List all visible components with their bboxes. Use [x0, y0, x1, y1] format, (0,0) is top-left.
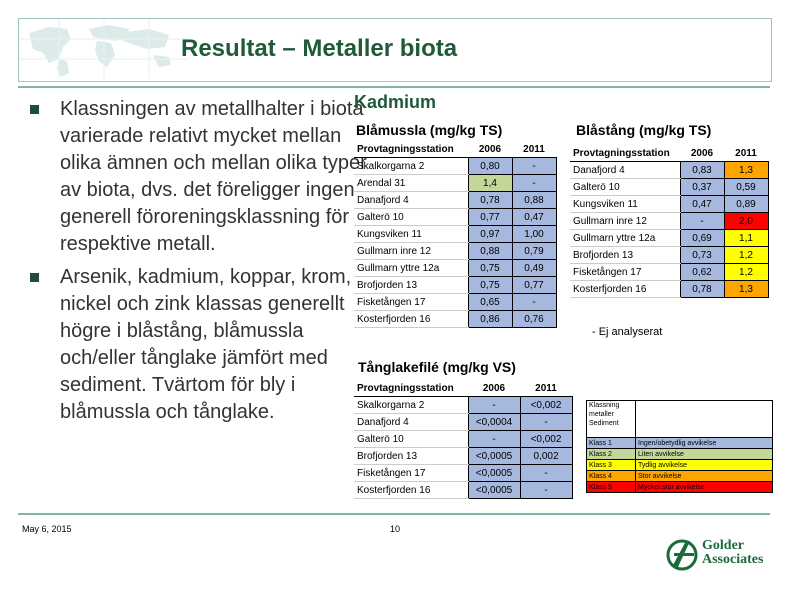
- value-2011-cell: <0,002: [520, 397, 572, 414]
- header-divider: [18, 86, 770, 88]
- value-2006-cell: 0,75: [468, 260, 512, 277]
- value-2006-cell: 0,73: [680, 247, 724, 264]
- table-row: [354, 311, 556, 328]
- value-2011-cell: 1,00: [512, 226, 556, 243]
- value-2006-cell: 0,83: [680, 162, 724, 179]
- bullet-item: [30, 264, 370, 426]
- value-2006-cell: -: [680, 213, 724, 230]
- legend-description: Mycket stor avvikelse: [636, 482, 773, 493]
- legend-class: Klass 1: [587, 438, 636, 449]
- station-cell: Danafjord 4: [354, 192, 468, 209]
- station-cell: Danafjord 4: [354, 414, 468, 431]
- header-2011: 2011: [724, 145, 768, 162]
- legend-class: Klass 2: [587, 449, 636, 460]
- tanglake-title: Tånglakefilé (mg/kg VS): [358, 359, 516, 375]
- value-2006-cell: 0,88: [468, 243, 512, 260]
- value-2011-cell: -: [520, 482, 572, 499]
- legend-row: [587, 471, 773, 482]
- legend-class: Klass 4: [587, 471, 636, 482]
- value-2011-cell: -: [512, 175, 556, 192]
- station-cell: Danafjord 4: [570, 162, 680, 179]
- bullet-item: [30, 96, 370, 258]
- station-cell: Kosterfjorden 16: [570, 281, 680, 298]
- table-row: [354, 260, 556, 277]
- value-2011-cell: -: [520, 414, 572, 431]
- table-row: [354, 192, 556, 209]
- value-2011-cell: 2,0: [724, 213, 768, 230]
- legend-class: Klass 5: [587, 482, 636, 493]
- value-2011-cell: <0,002: [520, 431, 572, 448]
- footer-divider: [18, 513, 770, 515]
- value-2006-cell: <0,0005: [468, 465, 520, 482]
- header-2006: 2006: [468, 380, 520, 397]
- logo-line2: Associates: [702, 552, 764, 567]
- table-row: [354, 226, 556, 243]
- value-2006-cell: 0,65: [468, 294, 512, 311]
- golder-logo-icon: [666, 537, 700, 573]
- bullet-text: Arsenik, kadmium, koppar, krom, nickel och zink klassas generellt högre i blåstång, blåmussla och/eller tånglake jämfört med sediment. Tvärtom för bly i blåmussla och tånglake.: [60, 266, 352, 423]
- value-2011-cell: 0,79: [512, 243, 556, 260]
- legend-description: Stor avvikelse: [636, 471, 773, 482]
- world-map-icon: [19, 19, 189, 79]
- bullet-marker-icon: [30, 105, 39, 114]
- station-cell: Gullmarn inre 12: [570, 213, 680, 230]
- legend-header: Klassning metaller Sediment: [587, 401, 636, 438]
- table-row: [570, 247, 768, 264]
- value-2011-cell: 1,2: [724, 247, 768, 264]
- value-2006-cell: 0,62: [680, 264, 724, 281]
- tanglake-table-wrap: [354, 380, 573, 499]
- table-row: [354, 482, 572, 499]
- legend-row: [587, 449, 773, 460]
- value-2011-cell: 0,002: [520, 448, 572, 465]
- station-cell: Kosterfjorden 16: [354, 482, 468, 499]
- value-2006-cell: 0,97: [468, 226, 512, 243]
- station-cell: Galterö 10: [570, 179, 680, 196]
- table-row: [570, 281, 768, 298]
- blastang-table: [570, 145, 769, 298]
- table-row: [354, 294, 556, 311]
- value-2006-cell: <0,0005: [468, 448, 520, 465]
- table-header-row: [354, 380, 572, 397]
- value-2011-cell: -: [512, 158, 556, 175]
- class-legend: [586, 400, 773, 493]
- legend-row: [587, 482, 773, 493]
- blamussla-title: Blåmussla (mg/kg TS): [356, 122, 503, 138]
- legend-row: [587, 460, 773, 471]
- table-row: [354, 175, 556, 192]
- station-cell: Gullmarn yttre 12a: [354, 260, 468, 277]
- legend-header-blank: [636, 401, 773, 438]
- value-2006-cell: 0,78: [468, 192, 512, 209]
- table-row: [354, 448, 572, 465]
- bullet-text: Klassningen av metallhalter i biota varierade relativt mycket mellan olika ämnen och mellan olika typer av biota, dvs. det föreligger ingen generell föroreningsklassning för respektive metall.: [60, 98, 367, 255]
- station-cell: Galterö 10: [354, 209, 468, 226]
- slide-title: Resultat – Metaller biota: [181, 35, 458, 62]
- logo-text: [702, 539, 763, 567]
- value-2011-cell: 1,3: [724, 281, 768, 298]
- table-row: [354, 397, 572, 414]
- station-cell: Brofjorden 13: [354, 448, 468, 465]
- header-2006: 2006: [680, 145, 724, 162]
- station-cell: Gullmarn inre 12: [354, 243, 468, 260]
- note-text: - Ej analyserat: [592, 326, 663, 338]
- table-row: [570, 196, 768, 213]
- table-row: [354, 414, 572, 431]
- blastang-table-wrap: [570, 145, 769, 298]
- value-2011-cell: 1,1: [724, 230, 768, 247]
- value-2006-cell: -: [468, 431, 520, 448]
- table-row: [354, 243, 556, 260]
- station-cell: Fisketången 17: [570, 264, 680, 281]
- header-2011: 2011: [512, 141, 556, 158]
- header-station: Provtagningsstation: [570, 145, 680, 162]
- station-cell: Fisketången 17: [354, 465, 468, 482]
- blastang-title: Blåstång (mg/kg TS): [576, 122, 712, 138]
- table-row: [570, 179, 768, 196]
- legend-header-row: [587, 401, 773, 438]
- value-2011-cell: -: [512, 294, 556, 311]
- blamussla-table-wrap: [354, 141, 557, 328]
- bullet-list: [30, 96, 370, 432]
- value-2006-cell: 0,78: [680, 281, 724, 298]
- value-2006-cell: 0,75: [468, 277, 512, 294]
- station-cell: Brofjorden 13: [354, 277, 468, 294]
- station-cell: Skalkorgarna 2: [354, 397, 468, 414]
- value-2006-cell: 0,86: [468, 311, 512, 328]
- table-row: [354, 277, 556, 294]
- table-header-row: [354, 141, 556, 158]
- golder-logo: [666, 537, 776, 579]
- value-2006-cell: 0,37: [680, 179, 724, 196]
- legend-description: Liten avvikelse: [636, 449, 773, 460]
- legend-class: Klass 3: [587, 460, 636, 471]
- table-row: [354, 465, 572, 482]
- table-row: [570, 264, 768, 281]
- value-2006-cell: 0,47: [680, 196, 724, 213]
- value-2006-cell: <0,0004: [468, 414, 520, 431]
- station-cell: Skalkorgarna 2: [354, 158, 468, 175]
- value-2006-cell: -: [468, 397, 520, 414]
- value-2011-cell: 0,89: [724, 196, 768, 213]
- value-2011-cell: 0,77: [512, 277, 556, 294]
- section-title: Kadmium: [354, 92, 437, 112]
- station-cell: Galterö 10: [354, 431, 468, 448]
- header-station: Provtagningsstation: [354, 380, 468, 397]
- table-row: [570, 230, 768, 247]
- station-cell: Brofjorden 13: [570, 247, 680, 264]
- value-2006-cell: 1,4: [468, 175, 512, 192]
- table-header-row: [570, 145, 768, 162]
- station-cell: Kungsviken 11: [570, 196, 680, 213]
- logo-line1: Golder: [702, 538, 744, 553]
- value-2011-cell: 1,3: [724, 162, 768, 179]
- legend-description: Tydlig avvikelse: [636, 460, 773, 471]
- value-2006-cell: 0,80: [468, 158, 512, 175]
- value-2011-cell: 1,2: [724, 264, 768, 281]
- header-2006: 2006: [468, 141, 512, 158]
- table-row: [570, 162, 768, 179]
- table-row: [354, 431, 572, 448]
- value-2011-cell: 0,59: [724, 179, 768, 196]
- value-2011-cell: 0,49: [512, 260, 556, 277]
- station-cell: Kungsviken 11: [354, 226, 468, 243]
- value-2011-cell: 0,76: [512, 311, 556, 328]
- station-cell: Gullmarn yttre 12a: [570, 230, 680, 247]
- value-2006-cell: <0,0005: [468, 482, 520, 499]
- table-row: [570, 213, 768, 230]
- header-2011: 2011: [520, 380, 572, 397]
- header-station: Provtagningsstation: [354, 141, 468, 158]
- legend-row: [587, 438, 773, 449]
- value-2011-cell: 0,88: [512, 192, 556, 209]
- legend-description: Ingen/obetydlig avvikelse: [636, 438, 773, 449]
- value-2011-cell: -: [520, 465, 572, 482]
- slide-header: [18, 18, 772, 82]
- tanglake-table: [354, 380, 573, 499]
- station-cell: Kosterfjorden 16: [354, 311, 468, 328]
- bullet-marker-icon: [30, 273, 39, 282]
- table-row: [354, 209, 556, 226]
- value-2006-cell: 0,77: [468, 209, 512, 226]
- station-cell: Arendal 31: [354, 175, 468, 192]
- value-2006-cell: 0,69: [680, 230, 724, 247]
- page-number: 10: [390, 524, 401, 534]
- station-cell: Fisketången 17: [354, 294, 468, 311]
- table-row: [354, 158, 556, 175]
- value-2011-cell: 0,47: [512, 209, 556, 226]
- footer-date: May 6, 2015: [22, 524, 72, 534]
- blamussla-table: [354, 141, 557, 328]
